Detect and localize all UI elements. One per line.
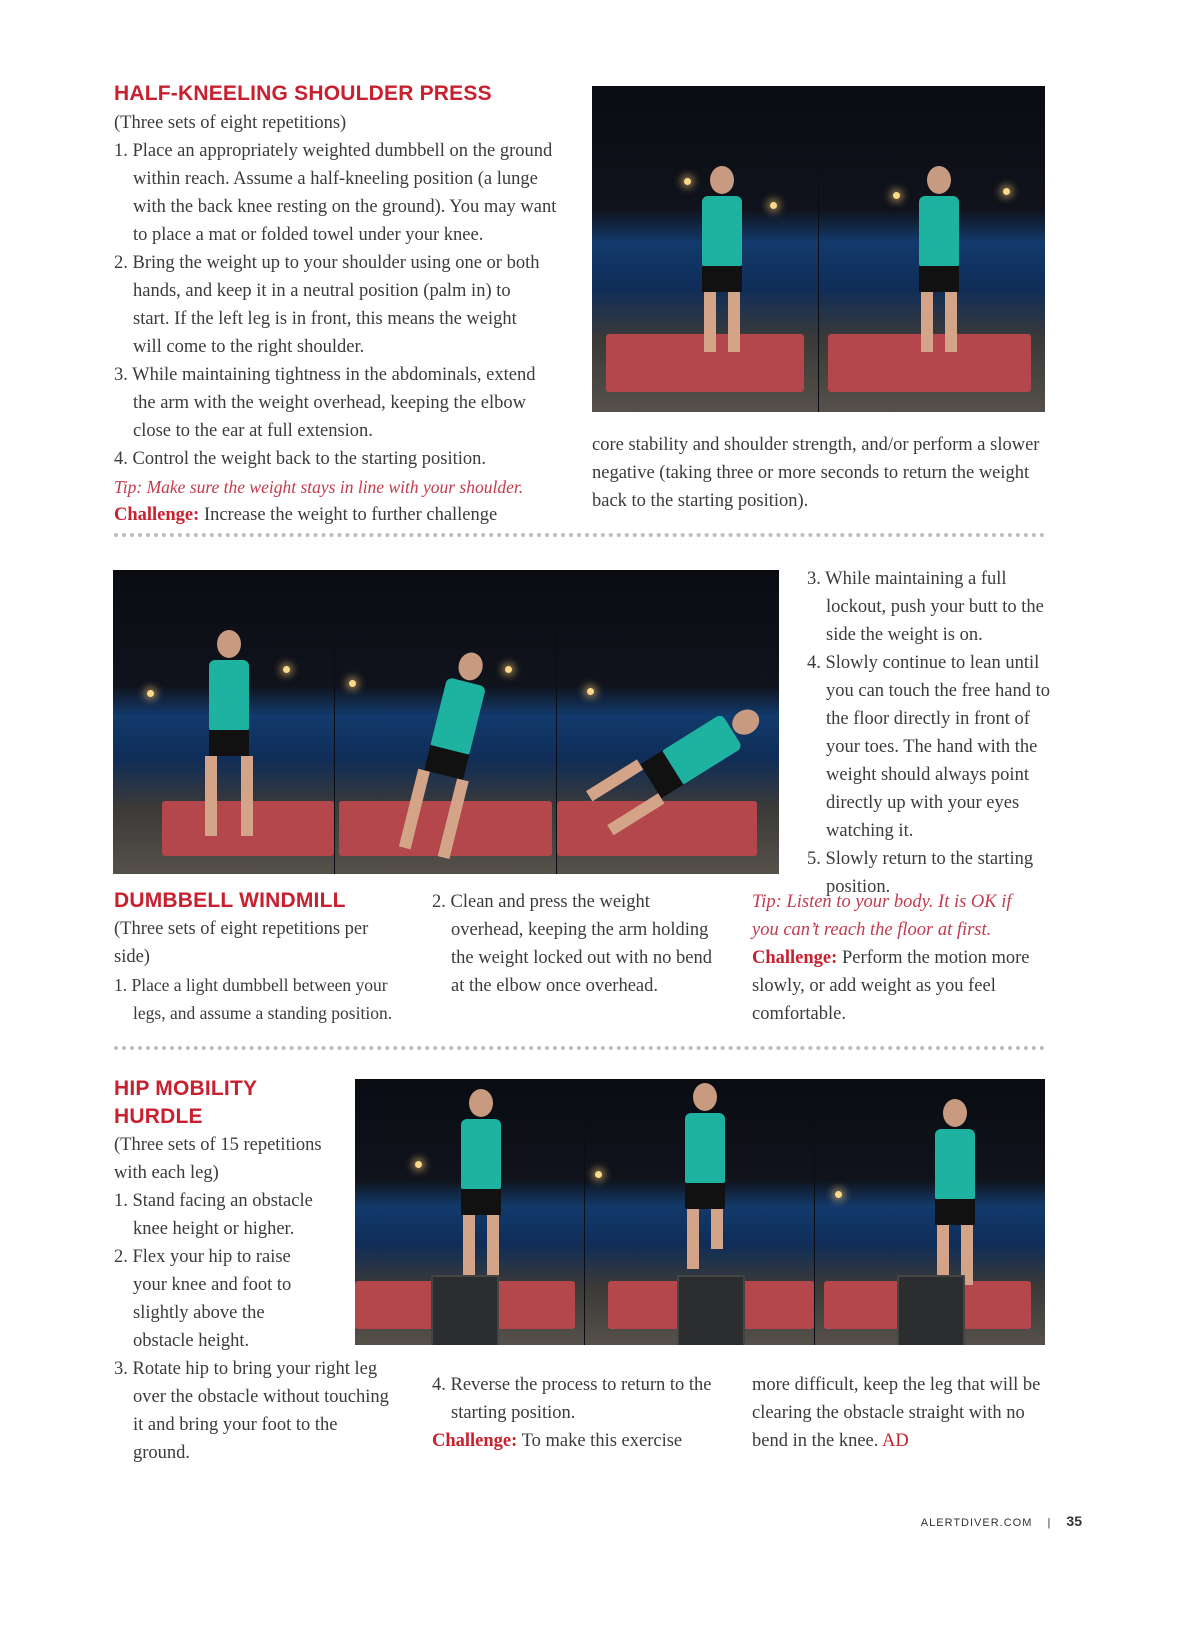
section-half-kneeling — [114, 80, 574, 529]
list-item: 3. While maintaining tightness in the abdominals, extend the arm with the weight overhead, keeping the elbow close to the ear at full extension. — [114, 365, 536, 441]
photo-dumbbell-windmill — [113, 570, 779, 874]
athlete-figure — [199, 630, 259, 820]
section-hip-mobility — [114, 1075, 389, 1467]
obstacle-case — [677, 1275, 745, 1345]
title-line: HIP MOBILITY — [114, 1077, 258, 1100]
athlete-figure — [925, 1099, 985, 1289]
challenge-continuation: core stability and shoulder strength, and/or perform a slower negative (taking three or more seconds to return the weight back to the starting position). — [592, 435, 1040, 511]
footer-divider: | — [1047, 1517, 1052, 1529]
list-item: 2. Clean and press the weight overhead, keeping the arm holding the weight locked out with no bend at the elbow once overhead. — [432, 892, 713, 996]
windmill-column-right-lower — [752, 888, 1042, 1028]
section-title — [114, 1075, 389, 1131]
obstacle-case — [897, 1275, 965, 1345]
photo-hip-mobility-hurdle — [355, 1079, 1045, 1345]
tip-text: Tip: Make sure the weight stays in line with your shoulder. — [114, 477, 524, 497]
steps-list — [807, 565, 1052, 901]
challenge-continuation: more difficult, keep the leg that will be clearing the obstacle straight with no bend in the knee. — [752, 1375, 1041, 1451]
steps-list — [432, 1371, 727, 1427]
list-item: 3. Rotate hip to bring your right leg over the obstacle without touching it and bring your foot to the ground. — [114, 1359, 389, 1463]
list-item: 1. Place a light dumbbell between your legs, and assume a standing position. — [114, 975, 393, 1023]
steps-list — [114, 1187, 389, 1467]
challenge-label: Challenge: — [114, 505, 200, 525]
challenge-label: Challenge: — [752, 948, 838, 968]
list-item: 5. Slowly return to the starting position. — [807, 849, 1034, 897]
challenge-paragraph — [114, 501, 574, 529]
list-item: 4. Control the weight back to the starting position. — [114, 449, 487, 469]
hip-column-middle — [432, 1371, 727, 1455]
challenge-paragraph — [432, 1427, 727, 1455]
sets-text: (Three sets of eight repetitions) — [114, 113, 347, 133]
footer-site: ALERTDIVER.COM — [920, 1517, 1033, 1529]
athlete-figure — [675, 1083, 735, 1273]
title-line: HURDLE — [114, 1105, 203, 1128]
page-footer — [921, 1511, 1082, 1530]
list-item: 2. Bring the weight up to your shoulder using one or both hands, and keep it in a neutral position (palm in) to start. If the left leg is in front, this means the weight will come to the right shoulder. — [114, 253, 540, 357]
athlete-figure — [451, 1089, 511, 1279]
athlete-figure — [692, 166, 752, 356]
section-divider — [114, 1046, 1045, 1050]
steps-list — [432, 888, 722, 1000]
list-item: 4. Reverse the process to return to the starting position. — [432, 1375, 712, 1423]
steps-list — [114, 971, 414, 1027]
section-divider — [114, 533, 1045, 537]
page-number: 35 — [1066, 1513, 1082, 1529]
list-item: 3. While maintaining a full lockout, push your butt to the side the weight is on. — [807, 569, 1044, 645]
section-title: HALF-KNEELING SHOULDER PRESS — [114, 82, 492, 105]
windmill-column-right-upper — [807, 565, 1052, 901]
photo-half-kneeling-press — [592, 86, 1045, 412]
list-item: 1. Stand facing an obstacle knee height or higher. — [114, 1191, 313, 1239]
challenge-text: Increase the weight to further challenge — [199, 505, 498, 525]
hip-column-right — [752, 1371, 1047, 1455]
steps-list — [114, 137, 574, 473]
challenge-label: Challenge: — [432, 1431, 518, 1451]
section-title: DUMBBELL WINDMILL — [114, 889, 346, 912]
section-dumbbell-windmill — [114, 887, 414, 1027]
sets-text: (Three sets of 15 repetitions with each leg) — [114, 1135, 322, 1183]
windmill-column-middle — [432, 888, 722, 1000]
sets-text: (Three sets of eight repetitions per side) — [114, 919, 369, 967]
list-item: 4. Slowly continue to lean until you can touch the free hand to the floor directly in front of your toes. The hand with the weight should always point directly up with your eyes watching it. — [807, 653, 1050, 841]
tip-text: Tip: Listen to your body. It is OK if you can’t reach the floor at first. — [752, 892, 1012, 940]
list-item: 2. Flex your hip to raise your knee and foot to slightly above the obstacle height. — [114, 1247, 292, 1351]
athlete-figure — [909, 166, 969, 356]
challenge-text: To make this exercise — [517, 1431, 683, 1451]
challenge-paragraph — [752, 944, 1042, 1028]
list-item: 1. Place an appropriately weighted dumbbell on the ground within reach. Assume a half-kneeling position (a lunge with the back knee resting on the ground). You may want to place a mat or folded towel under your knee. — [114, 141, 557, 245]
obstacle-case — [431, 1275, 499, 1345]
challenge-text: Perform the motion more slowly, or add weight as you feel comfortable. — [752, 948, 1030, 1024]
end-mark: AD — [881, 1431, 909, 1451]
